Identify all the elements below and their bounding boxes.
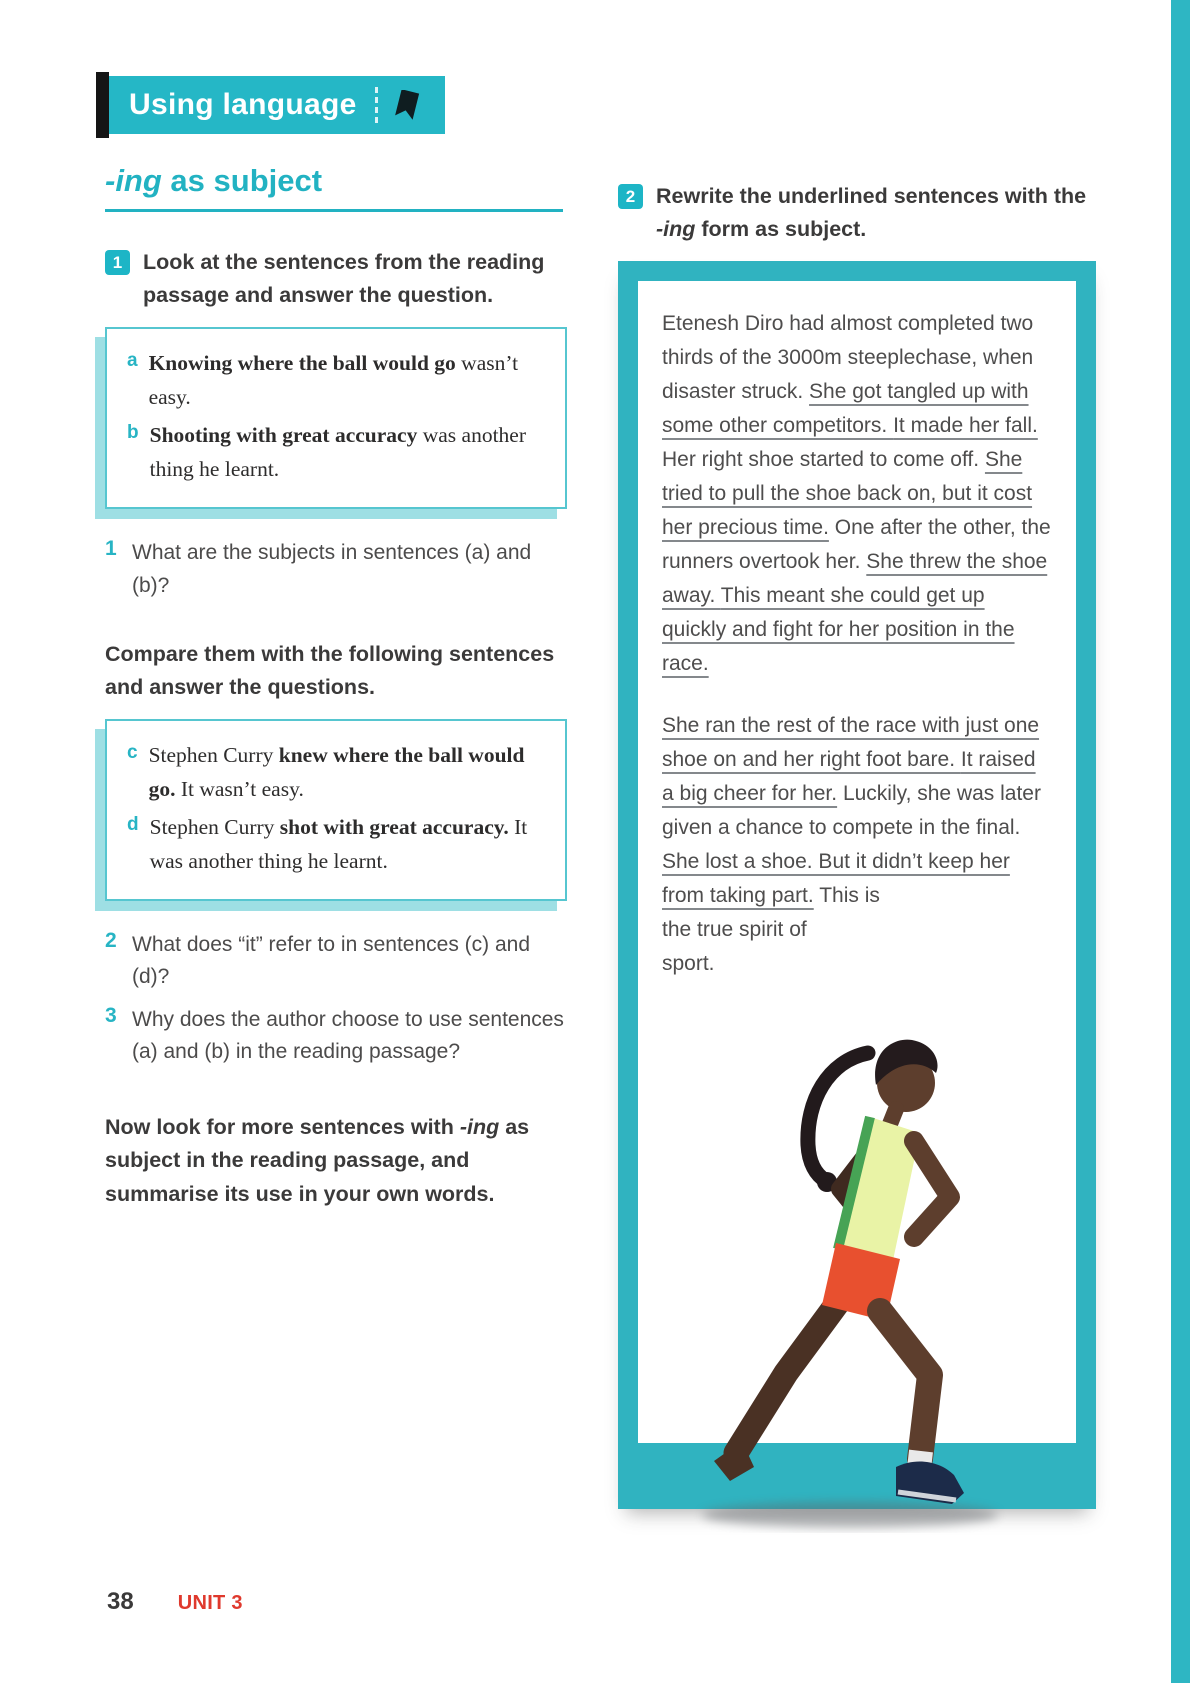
exercise-2-instruction-italic: -ing [656,216,696,241]
unit-label: UNIT 3 [177,1592,243,1614]
exercise-2-instruction-text [656,180,1098,245]
section-heading-rest: as subject [161,163,323,198]
question-2-number: 2 [105,928,117,952]
example-sentence-b [127,419,547,487]
banner-box [109,76,445,134]
question-1 [105,537,567,602]
example-sentence-d [127,811,547,879]
sentence-d-rest: It was another thing he learnt. [149,814,528,873]
passage-paragraph-2 [662,709,1052,981]
sentence-b-text [150,419,547,487]
exercise-2 [618,180,1098,1509]
passage-panel [618,261,1096,1509]
exercise-1 [105,246,567,1211]
exercise-1-number-badge: 1 [105,250,130,275]
sentence-c-text [149,739,547,807]
runner-shadow [702,1502,998,1528]
summary-italic: -ing [459,1114,500,1139]
passage-text: Her right shoe started to come off. [662,448,985,472]
example-sentence-c [127,739,547,807]
text-wrap-spacer [1051,709,1052,879]
section-heading-italic: -ing [105,163,162,198]
compare-instruction: Compare them with the following sentences and answer the questions. [105,642,555,699]
section-heading [105,163,563,212]
summary-instruction [105,1111,567,1211]
passage-paragraph-1 [662,307,1052,681]
summary-pre: Now look for more sentences with [105,1114,460,1139]
exercise-2-number-badge: 2 [618,184,643,209]
banner [96,72,445,138]
question-3 [105,1004,567,1069]
sentence-a-bold: Knowing where the ball would go [148,351,456,376]
summary-post: as subject in the reading passage, and summarise its use in your own words. [105,1114,530,1206]
sentence-a-rest: wasn’t easy. [148,351,519,410]
question-2-text: What does “it” refer to in sentences (c) and (d)? [132,932,531,989]
exercise-1-instruction [105,246,567,311]
passage-text: Etenesh Diro had almost completed two thirds of the 3000m steeplechase, when disaster struck. [662,312,1034,404]
sentence-a-text [149,347,547,415]
question-2 [105,929,567,994]
question-3-text: Why does the author choose to use sentences (a) and (b) in the reading passage? [132,1007,564,1064]
exercise-2-instruction-post: form as subject. [695,216,867,241]
underlined-sentence: She threw the shoe away. [662,550,1048,608]
exercise-2-instruction [618,180,1098,245]
sentence-d-bold: shot with great accuracy. [279,814,509,839]
sentence-d-pre: Stephen Curry [149,814,280,839]
sentence-b-rest: was another thing he learnt. [149,423,526,482]
passage-text: This is the true spirit of sport. [662,884,880,976]
banner-accent-bar [96,72,109,138]
page-edge-strip [1171,0,1190,1683]
bookmark-icon [394,90,421,121]
underlined-sentence: This meant she could get up quickly and fight for her position in the race. [662,584,1015,676]
text-wrap-spacer [914,879,1052,913]
example-box-ab [105,327,567,509]
underlined-sentence: She ran the rest of the race with just one shoe on and her right foot bare. [662,714,1040,772]
banner-divider [375,87,378,123]
sentence-b-label: b [127,422,139,444]
sentence-d-text [150,811,547,879]
sentence-c-pre: Stephen Curry [148,742,279,767]
passage-text: Luckily, she was later given a chance to compete in the final. [662,782,1041,840]
sentence-c-rest: It wasn’t easy. [175,776,304,801]
question-3-number: 3 [105,1003,117,1027]
exercise-1-instruction-text: Look at the sentences from the reading passage and answer the question. [143,250,545,307]
runner-image [690,1009,1022,1533]
underlined-sentence: She got tangled up with some other competitors. [662,380,1029,438]
underlined-sentence: It raised a big cheer for her. [662,748,1036,806]
sentence-c-bold: knew where the ball would go. [148,742,525,801]
question-1-text: What are the subjects in sentences (a) and (b)? [132,541,532,597]
underlined-sentence: It made her fall. [893,414,1038,438]
sentence-c-label: c [127,741,138,763]
example-box-cd [105,719,567,901]
sentence-d-label: d [127,813,139,835]
underlined-sentence: She lost a shoe. But it didn’t keep her from taking part. [662,850,1010,908]
page-footer [107,1588,243,1616]
passage-text: One after the other, the runners overtook her. [662,516,1051,574]
underlined-sentence: She tried to pull the shoe back on, but it cost her precious time. [662,448,1033,540]
sentence-b-bold: Shooting with great accuracy [149,423,418,448]
question-1-number: 1 [105,537,117,561]
page-title: Using language [129,88,357,121]
example-sentence-a [127,347,547,415]
page-number: 38 [107,1588,134,1615]
sentence-a-label: a [127,350,138,372]
exercise-2-instruction-pre: Rewrite the underlined sentences with the [656,184,1087,208]
